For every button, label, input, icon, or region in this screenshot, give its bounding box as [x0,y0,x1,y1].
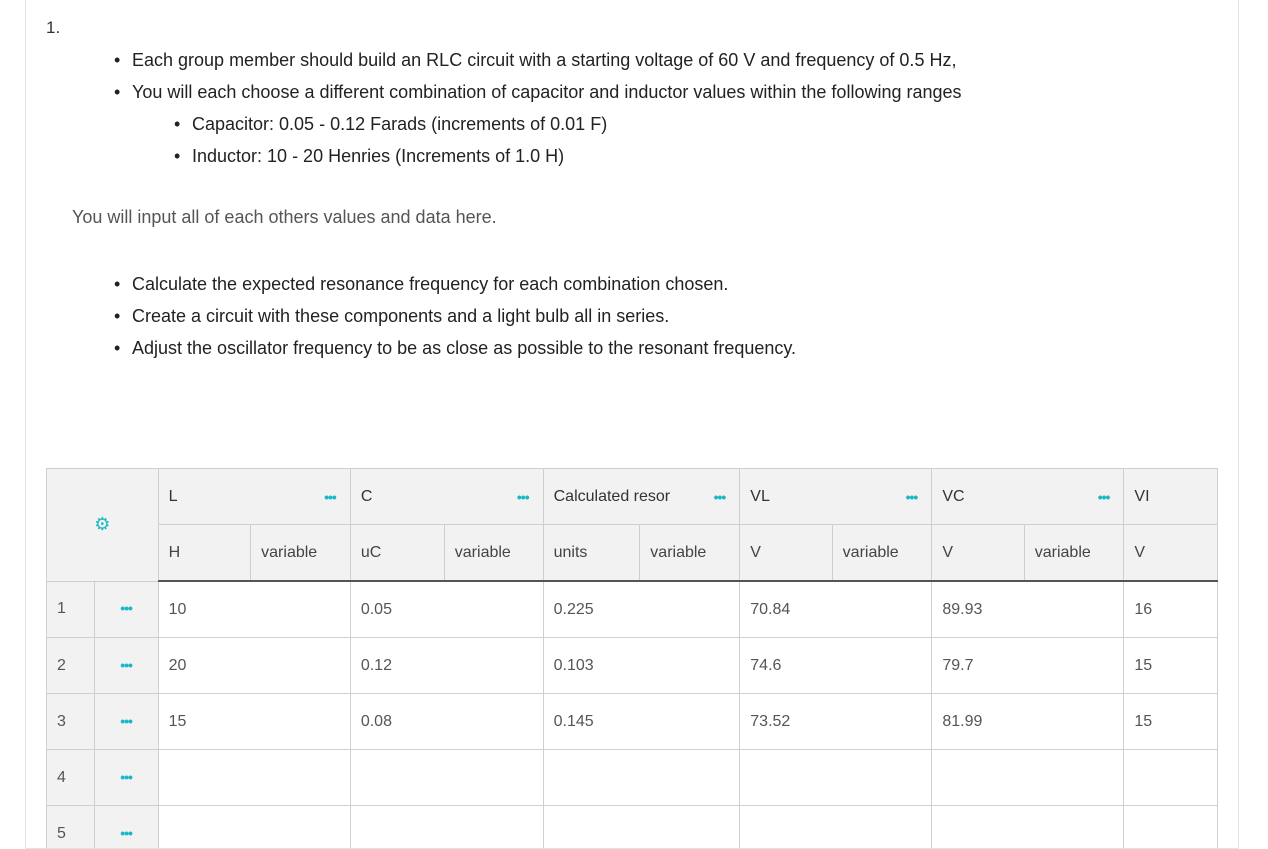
cell-vi[interactable]: 15 [1124,694,1218,750]
cell-calculated[interactable]: 0.103 [543,638,740,694]
cell-vl[interactable]: 70.84 [740,581,932,638]
cell-vc[interactable]: 81.99 [932,694,1124,750]
unit-cell[interactable]: units [543,525,640,582]
row-number: 5 [47,806,95,849]
column-header-vi[interactable] [1124,469,1218,525]
table-row [47,694,1218,750]
cell-calculated[interactable] [543,806,740,849]
sub-bullet-item: • Capacitor: 0.05 - 0.12 Farads (increments of 0.01 F) [174,108,962,140]
unit-cell[interactable]: V [932,525,1024,582]
row-number: 2 [47,638,95,694]
column-menu-icon[interactable]: ••• [324,488,336,505]
row-menu-cell[interactable] [94,694,158,750]
variable-cell[interactable]: variable [832,525,932,582]
cell-vl[interactable] [740,750,932,806]
sub-bullet-item: • Inductor: 10 - 20 Henries (Increments of 1.0 H) [174,140,962,172]
column-name: VC [942,487,965,505]
column-name: VL [750,487,770,505]
cell-vl[interactable]: 74.6 [740,638,932,694]
variable-cell[interactable]: variable [251,525,351,582]
cell-l[interactable]: 15 [158,694,350,750]
column-name: C [360,487,373,505]
instructions-list-2 [114,268,796,364]
cell-calculated[interactable]: 0.225 [543,581,740,638]
cell-l[interactable] [158,806,350,849]
cell-vl[interactable]: 73.52 [740,694,932,750]
row-menu-cell[interactable] [94,581,158,638]
instructions-list-1 [114,44,962,172]
column-header-l[interactable] [158,469,350,525]
table-row [47,581,1218,638]
cell-c[interactable]: 0.05 [350,581,543,638]
column-header-c[interactable] [350,469,543,525]
cell-vi[interactable] [1124,750,1218,806]
row-menu-icon[interactable]: ••• [120,600,132,617]
row-menu-icon[interactable]: ••• [120,656,132,673]
bullet-item: • Each group member should build an RLC circuit with a starting voltage of 60 V and frequency of 0.5 Hz, [114,44,962,76]
cell-vi[interactable] [1124,806,1218,849]
table-settings-cell[interactable] [47,469,159,582]
cell-c[interactable] [350,806,543,849]
row-menu-icon[interactable]: ••• [120,768,132,785]
cell-vc[interactable]: 79.7 [932,638,1124,694]
column-name: L [168,487,178,505]
variable-cell[interactable]: variable [444,525,543,582]
cell-vi[interactable]: 15 [1124,638,1218,694]
column-name: Calculated resor [553,487,671,505]
column-header-calculated-resonance[interactable] [543,469,740,525]
row-number: 4 [47,750,95,806]
unit-cell[interactable]: V [1124,525,1218,582]
column-menu-icon[interactable]: ••• [516,488,529,505]
column-menu-icon[interactable]: ••• [905,488,918,505]
data-table [46,468,1218,848]
unit-cell[interactable]: H [158,525,251,582]
cell-c[interactable] [350,750,543,806]
cell-l[interactable] [158,750,350,806]
row-number: 1 [47,581,95,638]
bullet-item: • Create a circuit with these components and a light bulb all in series. [114,300,796,332]
table-row [47,750,1218,806]
column-menu-icon[interactable]: ••• [713,488,726,505]
cell-l[interactable]: 10 [158,581,350,638]
column-header-vc[interactable] [932,469,1124,525]
bullet-item: • Adjust the oscillator frequency to be as close as possible to the resonant frequency. [114,332,796,364]
column-header-vl[interactable] [740,469,932,525]
data-table-container[interactable] [46,468,1218,848]
cell-calculated[interactable]: 0.145 [543,694,740,750]
gear-icon[interactable]: ⚙ [94,514,111,535]
row-number: 3 [47,694,95,750]
bullet-item: • You will each choose a different combination of capacitor and inductor values within the following ranges [114,76,962,108]
cell-c[interactable]: 0.12 [350,638,543,694]
unit-cell[interactable]: uC [350,525,444,582]
table-row [47,806,1218,849]
row-menu-icon[interactable]: ••• [120,824,132,841]
row-menu-cell[interactable] [94,806,158,849]
table-row [47,638,1218,694]
cell-c[interactable]: 0.08 [350,694,543,750]
column-name: VI [1134,487,1150,505]
column-menu-icon[interactable]: ••• [1097,488,1110,505]
cell-vc[interactable] [932,806,1124,849]
cell-vl[interactable] [740,806,932,849]
instruction-paragraph: You will input all of each others values and data here. [72,207,497,227]
variable-cell[interactable]: variable [640,525,740,582]
cell-l[interactable]: 20 [158,638,350,694]
cell-vi[interactable]: 16 [1124,581,1218,638]
variable-cell[interactable]: variable [1024,525,1124,582]
row-menu-cell[interactable] [94,638,158,694]
cell-vc[interactable]: 89.93 [932,581,1124,638]
cell-calculated[interactable] [543,750,740,806]
question-card [25,0,1239,849]
row-menu-cell[interactable] [94,750,158,806]
row-menu-icon[interactable]: ••• [120,712,132,729]
unit-cell[interactable]: V [740,525,832,582]
question-number: 1. [46,18,61,37]
bullet-item: • Calculate the expected resonance frequency for each combination chosen. [114,268,796,300]
cell-vc[interactable] [932,750,1124,806]
